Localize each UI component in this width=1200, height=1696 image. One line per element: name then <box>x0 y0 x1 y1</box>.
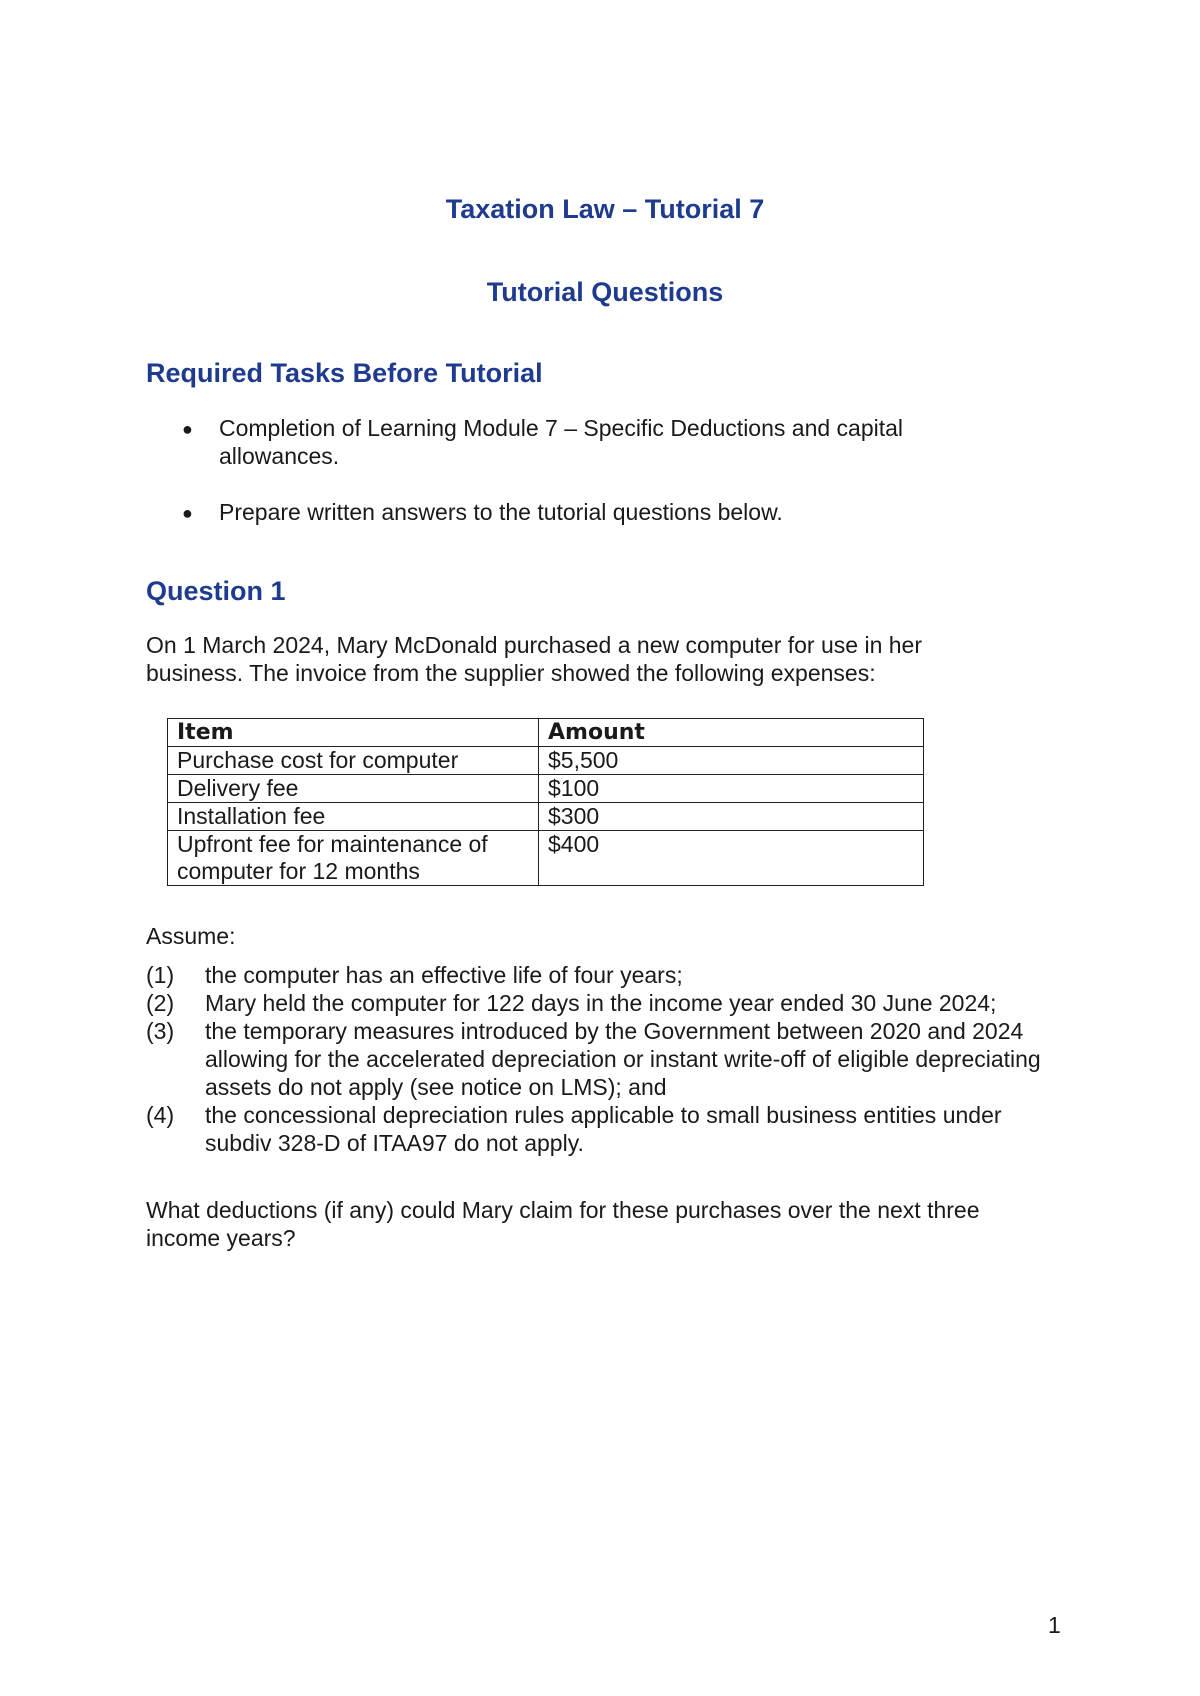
table-cell-amount: $300 <box>539 803 924 831</box>
page-number: 1 <box>1048 1612 1061 1638</box>
assumption-number: (2) <box>146 990 175 1016</box>
task-item: Completion of Learning Module 7 – Specific Deductions and capital allowances. <box>219 415 904 469</box>
table-cell-amount: $5,500 <box>539 747 924 775</box>
table-cell-item: Delivery fee <box>168 775 539 803</box>
invoice-table <box>167 718 924 886</box>
question-intro: On 1 March 2024, Mary McDonald purchased a new computer for use in her business. The invoice from the supplier showed the following expenses: <box>146 632 922 686</box>
table-row <box>168 775 924 803</box>
table-row <box>168 747 924 775</box>
assumption-text: the computer has an effective life of four years; <box>205 962 683 988</box>
table-cell-amount: $100 <box>539 775 924 803</box>
table-header-amount: Amount <box>539 719 924 747</box>
bullet-icon: ● <box>182 503 193 523</box>
assumption-text: the temporary measures introduced by the Government between 2020 and 2024 allowing for the accelerated depreciation or instant write-off of eligible depreciating assets do not apply (see notice on LMS); and <box>205 1018 1041 1100</box>
table-header-item: Item <box>168 719 539 747</box>
bullet-icon: ● <box>182 419 193 439</box>
question-heading: Question 1 <box>146 576 286 606</box>
assume-label: Assume: <box>146 923 236 949</box>
assumption-number: (1) <box>146 962 175 988</box>
assumption-text: Mary held the computer for 122 days in the income year ended 30 June 2024; <box>205 990 997 1016</box>
table-row <box>168 831 924 886</box>
table-header-row <box>168 719 924 747</box>
table-cell-amount: $400 <box>539 831 924 886</box>
document-subtitle: Tutorial Questions <box>486 277 724 307</box>
task-item: Prepare written answers to the tutorial questions below. <box>219 499 783 525</box>
question-text: What deductions (if any) could Mary claim for these purchases over the next three income years? <box>146 1197 980 1251</box>
table-cell-item: Purchase cost for computer <box>168 747 539 775</box>
assumption-text: the concessional depreciation rules applicable to small business entities under subdiv 328-D of ITAA97 do not apply. <box>205 1102 1002 1156</box>
table-cell-item: Installation fee <box>168 803 539 831</box>
table-cell-item: Upfront fee for maintenance of computer for 12 months <box>168 831 539 886</box>
tasks-heading: Required Tasks Before Tutorial <box>146 358 543 388</box>
document-title: Taxation Law – Tutorial 7 <box>445 194 765 224</box>
assumption-number: (4) <box>146 1102 175 1128</box>
table-row <box>168 803 924 831</box>
assumption-number: (3) <box>146 1018 175 1044</box>
